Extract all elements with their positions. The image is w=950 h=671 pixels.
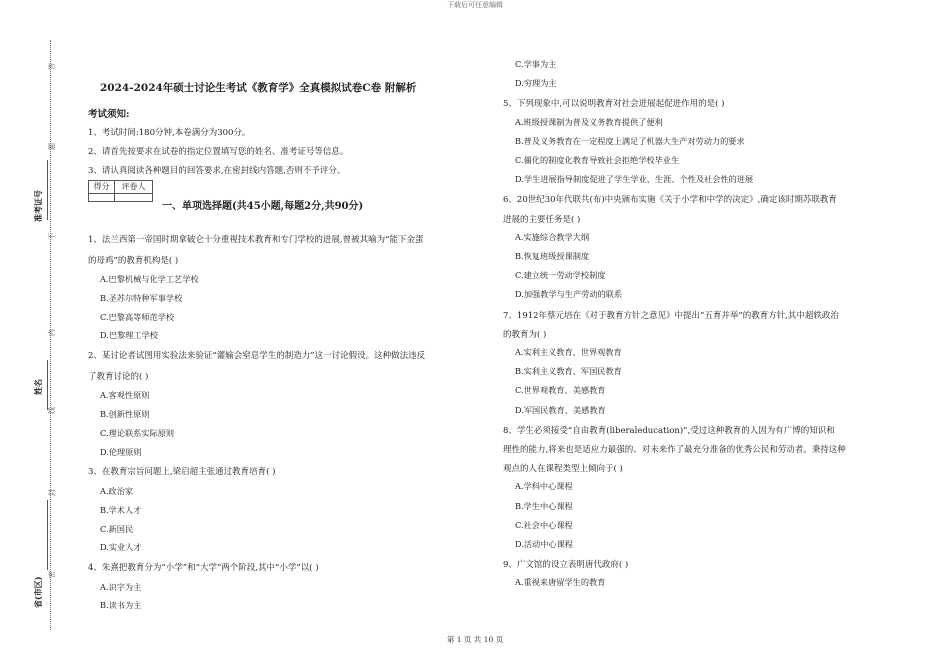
answer-option: A.实施综合教学大纲 xyxy=(515,231,590,242)
answer-option: A.巴黎机械与化学工艺学校 xyxy=(100,274,199,284)
answer-option: D.实业人才 xyxy=(100,542,142,553)
answer-option: B.实利主义教育、军国民教育 xyxy=(515,366,622,377)
score-label: 得分 xyxy=(89,181,115,193)
answer-option: C.建立统一劳动学校制度 xyxy=(515,270,606,281)
exam-title: 2024-2024年硕士讨论生考试《教育学》全真模拟试卷C卷 附解析 xyxy=(100,82,417,94)
margin-tick-6: 封 xyxy=(48,489,56,496)
header-note: 下载后可任意编辑 xyxy=(447,1,503,9)
answer-option: A.重视来唐留学生的教育 xyxy=(515,577,606,588)
question-stem: 2、某讨论者试图用实验法来验证“灌输会窒息学生的制造力”这一讨论假设。这种做法违反 xyxy=(88,351,426,362)
notice-item: 1、考试时间:180分钟,本卷满分为300分。 xyxy=(88,128,251,138)
question-stem: 理性的能力,将来也是适应力最强的、对未来作了最充分准备的优秀公民和劳动者。秉持这种 xyxy=(503,445,846,455)
answer-option: C.理论联系实际原则 xyxy=(100,427,175,438)
page-footer: 第 1 页 共 10 页 xyxy=(446,635,504,644)
answer-option: B.圣苏尔特种军事学校 xyxy=(100,292,183,303)
question-stem: 5、下列现象中,可以说明教育对社会进展起促进作用的是( ) xyxy=(503,99,725,110)
answer-option: D.穷理为主 xyxy=(515,78,557,89)
answer-option: A.政治家 xyxy=(100,485,134,496)
province-underline xyxy=(47,500,48,570)
answer-option: C.世界观教育、美感教育 xyxy=(515,385,606,396)
answer-option: B.恢复班级授课制度 xyxy=(515,251,590,261)
question-stem: 的母鸡”的教育机构是( ) xyxy=(88,255,179,266)
answer-option: A.实利主义教育、世界观教育 xyxy=(515,347,622,357)
margin-tick-4: 内 xyxy=(48,329,56,336)
margin-tick-2: 题 xyxy=(48,143,56,150)
answer-option: A.班级授课制为普及义务教育提供了便利 xyxy=(515,116,663,127)
answer-option: B.学生中心课程 xyxy=(515,500,573,511)
score-box xyxy=(88,180,153,202)
question-stem: 9、广文馆的设立表明唐代政府( ) xyxy=(503,560,629,571)
notice-item: 3、请认真阅读各种题目的回答要求,在密封线内答题,否则不予评分。 xyxy=(88,166,346,176)
answer-option: D.活动中心课程 xyxy=(515,539,573,549)
grader-label: 评卷人 xyxy=(121,182,146,191)
margin-tick-3: 不 xyxy=(48,233,56,240)
exam-id-label: 准考证号 xyxy=(33,190,43,222)
answer-option: D.加强教学与生产劳动的联系 xyxy=(515,289,623,300)
margin-tick-1: 答 xyxy=(48,63,56,70)
question-stem: 8、学生必须接受“自由教育(liberaleducation)”,受过这种教育的人因为有广博的知识和 xyxy=(503,425,835,436)
binding-margin xyxy=(0,0,60,671)
question-stem: 进展的主要任务是( ) xyxy=(503,214,581,225)
notice-heading: 考试须知: xyxy=(88,109,130,120)
answer-option: A.客观性原则 xyxy=(100,390,150,401)
question-stem: 了教育讨论的( ) xyxy=(88,371,149,382)
answer-option: A.识字为主 xyxy=(100,581,142,592)
notice-item: 2、请首先按要求在试卷的指定位置填写您的姓名、准考证号等信息。 xyxy=(88,147,349,157)
province-label: 省(市区) xyxy=(33,576,43,608)
answer-option: D.伦理原则 xyxy=(100,446,142,457)
name-label: 姓名 xyxy=(33,379,43,395)
question-stem: 6、20世纪30年代联共(布)中央颁布实施《关于小学和中学的决定》,确定该时期苏联教育 xyxy=(503,195,837,206)
name-underline xyxy=(47,360,48,410)
answer-option: B.创新性原则 xyxy=(100,409,150,419)
section-heading: 一、单项选择题(共45小题,每题2分,共90分) xyxy=(162,201,364,212)
margin-tick-5: 线 xyxy=(48,407,56,414)
answer-option: C.社会中心课程 xyxy=(515,519,573,530)
question-stem: 观点的人在课程类型上倾向于( ) xyxy=(503,464,623,475)
answer-option: D.学生进展指导制度促进了学生学业、生涯、个性及社会性的进展 xyxy=(515,174,754,185)
answer-option: D.军国民教育、美感教育 xyxy=(515,404,606,415)
answer-option: B.读书为主 xyxy=(100,600,142,611)
exam-id-underline xyxy=(47,160,48,220)
question-stem: 7、1912年蔡元培在《对于教育方针之意见》中提出“五育并举”的教育方针,其中超轶政治 xyxy=(503,310,839,321)
answer-option: A.学科中心课程 xyxy=(515,481,573,492)
margin-tick-7: 密 xyxy=(48,571,56,578)
question-stem: 的教育为( ) xyxy=(503,329,547,340)
answer-option: C.巴黎高等师范学校 xyxy=(100,311,175,322)
answer-option: C.僵化的制度化教育导致社会拒绝学校毕业生 xyxy=(515,155,680,165)
question-stem: 3、在教育宗旨问题上,梁启超主张通过教育培育( ) xyxy=(88,467,276,478)
answer-option: B.学术人才 xyxy=(100,504,142,515)
answer-option: C.新国民 xyxy=(100,523,134,534)
question-stem: 4、朱熹把教育分为“小学”和“大学”两个阶段,其中“小学”以( ) xyxy=(88,563,319,574)
answer-option: B.普及义务教育在一定程度上满足了机器大生产对劳动力的要求 xyxy=(515,135,745,146)
question-stem: 1、法兰西第一帝国时期拿破仑十分重视技术教育和专门学校的进展,曾被其喻为“能下金蛋 xyxy=(88,235,424,245)
answer-option: D.巴黎理工学校 xyxy=(100,330,158,341)
answer-option: C.学事为主 xyxy=(515,59,557,69)
